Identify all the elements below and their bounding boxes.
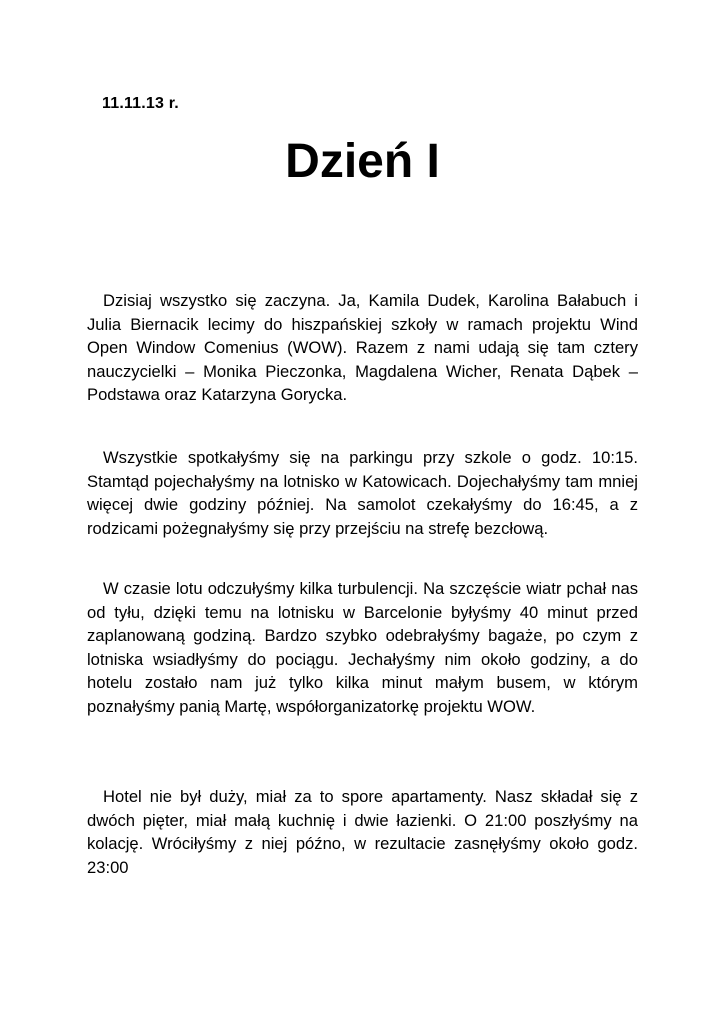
page-title: Dzień I (285, 135, 440, 188)
entry-date: 11.11.13 r. (102, 95, 179, 112)
paragraph-3: W czasie lotu odczułyśmy kilka turbulencji. Na szczęście wiatr pchał nas od tyłu, dzięki temu na lotnisku w Barcelonie byłyśmy 40 minut przed zaplanowaną godziną. Bardzo szybko odebrałyśmy bagaże, po czym z lotniska wsiadłyśmy do pociągu. Jechałyśmy nim około godziny, a do hotelu zostało nam już tylko kilka minut małym busem, w którym poznałyśmy panią Martę, współorganizatorkę projektu WOW. (87, 579, 638, 716)
paragraph-2: Wszystkie spotkałyśmy się na parkingu przy szkole o godz. 10:15. Stamtąd pojechałyśmy na lotnisko w Katowicach. Dojechałyśmy tam mniej więcej dwie godziny później. Na samolot czekałyśmy do 16:45, a z rodzicami pożegnałyśmy się przy przejściu na strefę bezcłową. (87, 448, 638, 538)
paragraph-4: Hotel nie był duży, miał za to spore apartamenty. Nasz składał się z dwóch pięter, miał małą kuchnię i dwie łazienki. O 21:00 poszłyśmy na kolację. Wróciłyśmy z niej późno, w rezultacie zasnęłyśmy około godz. 23:00 (87, 787, 638, 877)
paragraph-1: Dzisiaj wszystko się zaczyna. Ja, Kamila Dudek, Karolina Bałabuch i Julia Biernacik lecimy do hiszpańskiej szkoły w ramach projektu Wind Open Window Comenius (WOW). Razem z nami udają się tam cztery nauczycielki – Monika Pieczonka, Magdalena Wicher, Renata Dąbek – Podstawa oraz Katarzyna Gorycka. (87, 291, 638, 404)
